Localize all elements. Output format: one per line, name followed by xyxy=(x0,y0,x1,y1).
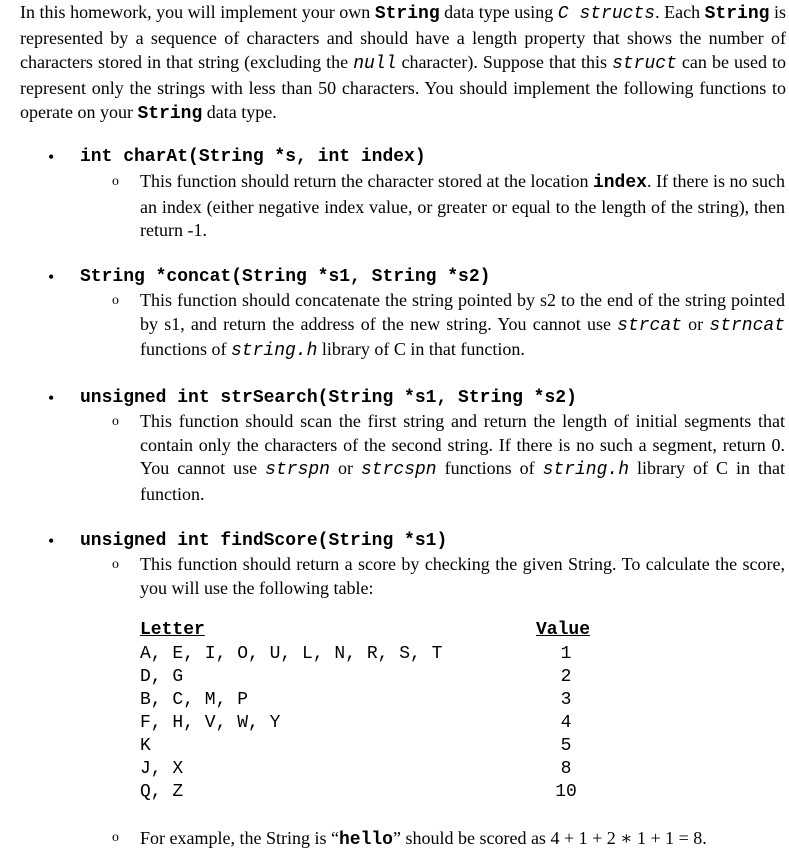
table-row xyxy=(140,644,610,667)
table-row-letters: D, G xyxy=(140,667,184,687)
intro-paragraph xyxy=(20,0,786,126)
code-string-h: string.h xyxy=(542,460,630,480)
description-text: This function should return the character stored at the location xyxy=(140,171,593,191)
intro-text: is represented by a sequence of characters and should have a length property that shows the number of characters stored in that string (excluding the xyxy=(20,2,786,72)
function-signature-concat: String *concat(String *s1, String *s2) xyxy=(80,267,491,287)
intro-text: . Each xyxy=(655,2,705,22)
sub-bullet-icon: o xyxy=(112,414,119,429)
table-row-value: 10 xyxy=(555,782,577,802)
intro-text: can be used to represent only the strings with less than 50 characters. You should implement the following functions to operate on your xyxy=(20,52,787,122)
code-index: index xyxy=(592,173,647,193)
table-row xyxy=(140,782,610,805)
example-text: ” should be scored as 4 + 1 + 2 ∗ 1 + 1 = 8. xyxy=(392,828,707,848)
table-row xyxy=(140,736,610,759)
description-text: This function should return a score by checking the given String. To calculate the score, you will use the following table: xyxy=(140,554,785,598)
description-text: library of C in that function. xyxy=(140,458,785,504)
description-text: . If there is no such an index (either negative index value, or greater or equal to the length of the string), then return -1. xyxy=(140,171,785,240)
table-row xyxy=(140,759,610,782)
code-strspn: strspn xyxy=(265,460,330,480)
description-text: library of C in that function. xyxy=(317,339,525,359)
description-text: functions of xyxy=(436,458,543,478)
bullet-icon: • xyxy=(48,267,55,287)
description-text: or xyxy=(681,313,710,334)
table-header-value: Value xyxy=(536,620,591,640)
code-c-structs: C structs xyxy=(557,4,656,24)
function-signature-charat: int charAt(String *s, int index) xyxy=(80,147,426,167)
intro-text: In this homework, you will implement your own xyxy=(20,2,375,22)
code-hello: hello xyxy=(338,830,393,850)
sub-bullet-icon: o xyxy=(112,174,119,189)
code-struct: struct xyxy=(612,54,677,74)
table-row-letters: Q, Z xyxy=(140,782,184,802)
code-string: String xyxy=(374,4,440,24)
description-text: or xyxy=(329,458,361,478)
function-description-concat xyxy=(140,289,785,364)
table-row xyxy=(140,690,610,713)
table-row-letters: B, C, M, P xyxy=(140,690,249,710)
function-description-charat xyxy=(140,170,785,243)
intro-text: data type using xyxy=(439,2,558,22)
sub-bullet-icon: o xyxy=(112,830,119,845)
code-strcspn: strcspn xyxy=(360,460,437,480)
code-string: String xyxy=(704,4,770,24)
intro-text: data type. xyxy=(202,102,277,122)
table-row-letters: A, E, I, O, U, L, N, R, S, T xyxy=(140,644,443,664)
table-row-letters: F, H, V, W, Y xyxy=(140,713,281,733)
table-row-value: 8 xyxy=(560,759,572,779)
table-row xyxy=(140,667,610,690)
table-row-value: 3 xyxy=(560,690,572,710)
code-strcat: strcat xyxy=(617,315,682,336)
code-string: String xyxy=(137,104,203,124)
function-signature-findscore: unsigned int findScore(String *s1) xyxy=(80,531,448,551)
sub-bullet-icon: o xyxy=(112,293,119,308)
example-text: For example, the String is “ xyxy=(140,828,339,848)
function-signature-strsearch: unsigned int strSearch(String *s1, String *s2) xyxy=(80,388,577,408)
example-line xyxy=(140,826,707,852)
table-row-value: 2 xyxy=(560,667,572,687)
sub-bullet-icon: o xyxy=(112,557,119,572)
table-row-value: 1 xyxy=(560,644,572,664)
function-description-strsearch xyxy=(140,410,785,506)
description-text: functions of xyxy=(140,339,231,359)
bullet-icon: • xyxy=(48,531,55,551)
table-row-letters: K xyxy=(140,736,151,756)
bullet-icon: • xyxy=(48,388,55,408)
table-header-letter: Letter xyxy=(140,620,205,640)
code-string-h: string.h xyxy=(230,341,318,361)
code-null: null xyxy=(353,54,397,74)
table-row-value: 5 xyxy=(560,736,572,756)
description-text: This function should scan the first string and return the length of initial segments that contain only the characters of the second string. If there is no such a segment, return 0. You cannot use xyxy=(140,411,785,478)
table-row xyxy=(140,713,610,736)
description-text: This function should concatenate the string pointed by s2 to the end of the string pointed by s1, and return the address of the new string. You cannot use xyxy=(140,290,785,334)
intro-text: character). Suppose that this xyxy=(396,52,613,72)
function-description-findscore xyxy=(140,553,785,600)
code-strncat: strncat xyxy=(709,315,786,336)
bullet-icon: • xyxy=(48,147,55,167)
table-row-letters: J, X xyxy=(140,759,184,779)
table-row-value: 4 xyxy=(560,713,572,733)
